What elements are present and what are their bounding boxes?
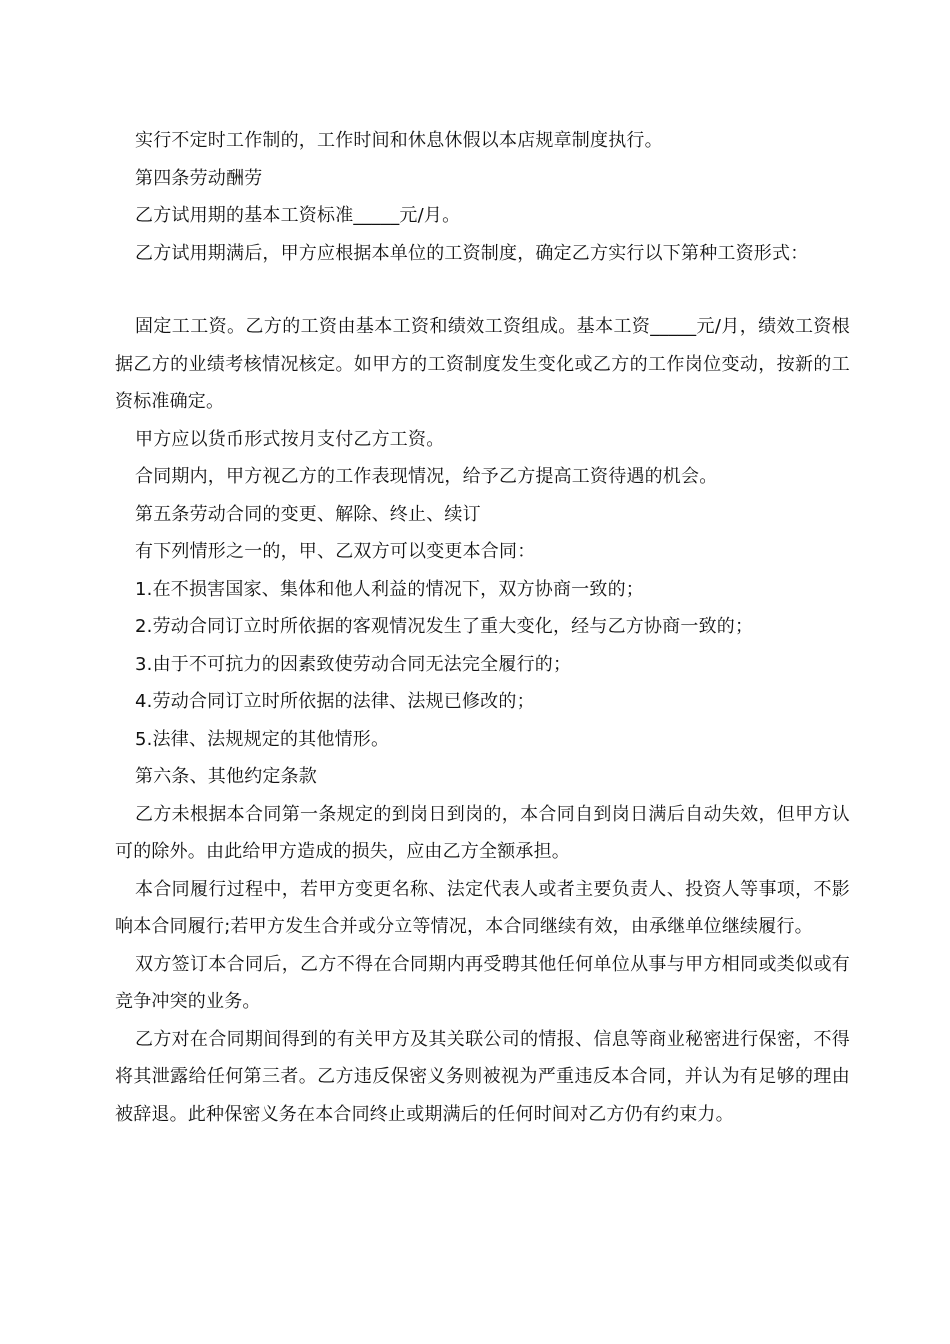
blank-gap: [115, 272, 850, 308]
paragraph-non-compete: 双方签订本合同后，乙方不得在合同期内再受聘其他任何单位从事与甲方相同或类似或有竞争冲突的业务。: [115, 953, 850, 1012]
paragraph-change-conditions: 有下列情形之一的，甲、乙双方可以变更本合同：: [135, 541, 536, 562]
paragraph-confidentiality: 乙方对在合同期间得到的有关甲方及其关联公司的情报、信息等商业秘密进行保密，不得将其泄露给任何第三者。乙方违反保密义务则被视为严重违反本合同，并认为有足够的理由被辞退。此种保密义务在本合同终止或期满后的任何时间对乙方仍有约束力。: [115, 1028, 850, 1125]
list-item-1: 1.在不损害国家、集体和他人利益的情况下，双方协商一致的；: [135, 578, 644, 600]
document-body: [115, 122, 850, 1133]
paragraph-work-hours: 实行不定时工作制的，工作时间和休息休假以本店规章制度执行。: [135, 130, 663, 151]
paragraph-monthly-payment: 甲方应以货币形式按月支付乙方工资。: [135, 428, 445, 450]
paragraph-contract-continuity: 本合同履行过程中，若甲方变更名称、法定代表人或者主要负责人、投资人等事项，不影响本合同履行;若甲方发生合并或分立等情况，本合同继续有效，由承继单位继续履行。: [115, 878, 850, 937]
paragraph-salary-form: 乙方试用期满后，甲方应根据本单位的工资制度，确定乙方实行以下第种工资形式：: [135, 242, 809, 264]
heading-article-4: 第四条劳动酬劳: [135, 167, 263, 189]
list-item-5: 5.法律、法规规定的其他情形。: [135, 728, 390, 750]
heading-article-5: 第五条劳动合同的变更、解除、终止、续订: [135, 503, 481, 525]
paragraph-fixed-salary: 固定工工资。乙方的工资由基本工资和绩效工资组成。基本工资_____元/月，绩效工资根据乙方的业绩考核情况核定。如甲方的工资制度发生变化或乙方的工作岗位变动，按新的工资标准确定。: [115, 316, 850, 412]
list-item-4: 4.劳动合同订立时所依据的法律、法规已修改的；: [135, 691, 535, 712]
paragraph-arrival-date: 乙方未根据本合同第一条规定的到岗日到岗的，本合同自到岗日满后自动失效，但甲方认可的除外。由此给甲方造成的损失，应由乙方全额承担。: [115, 803, 850, 862]
list-item-3: 3.由于不可抗力的因素致使劳动合同无法完全履行的；: [135, 653, 572, 675]
list-item-2: 2.劳动合同订立时所依据的客观情况发生了重大变化，经与乙方协商一致的；: [135, 616, 754, 637]
paragraph-salary-increase: 合同期内，甲方视乙方的工作表现情况，给予乙方提高工资待遇的机会。: [135, 466, 718, 487]
paragraph-probation-salary: 乙方试用期的基本工资标准_____元/月。: [135, 205, 461, 226]
heading-article-6: 第六条、其他约定条款: [135, 766, 317, 787]
